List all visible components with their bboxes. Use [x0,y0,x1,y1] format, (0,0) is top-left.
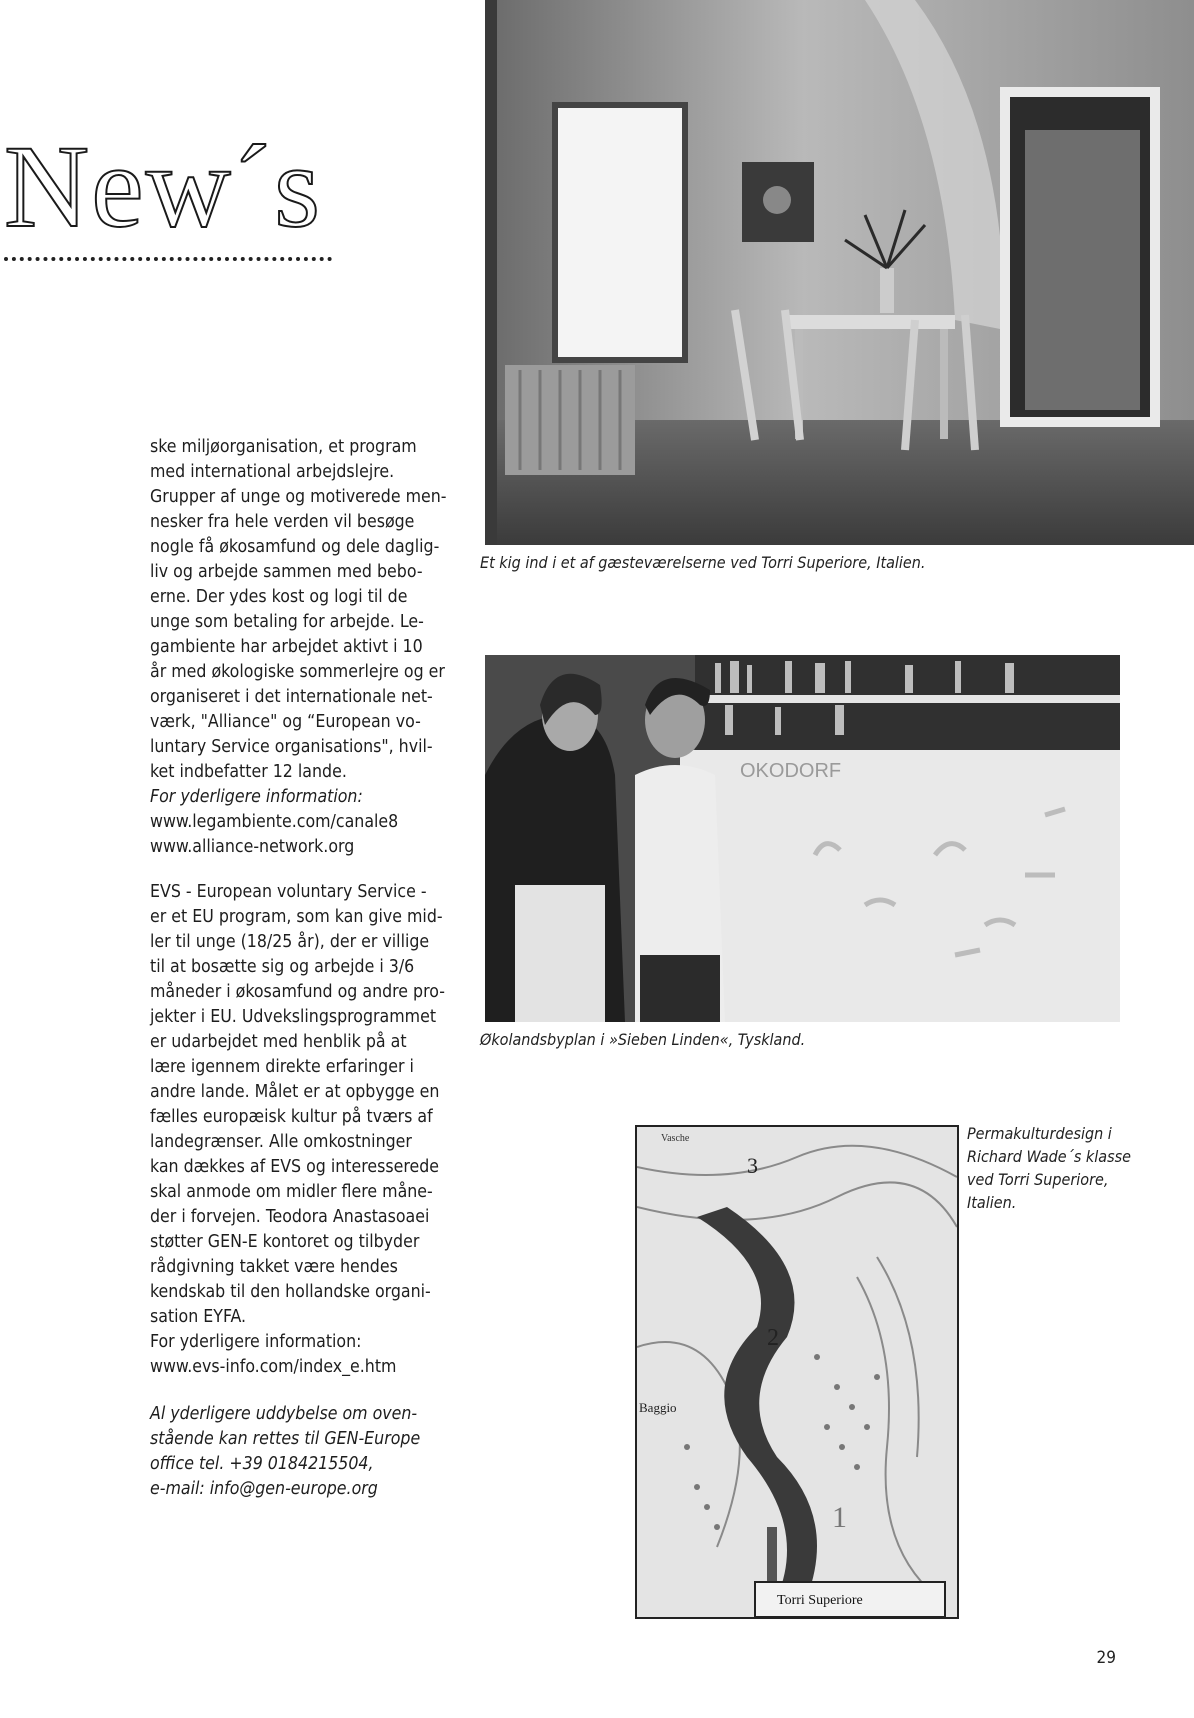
map-label-3: 3 [747,1153,758,1178]
map-label-2: 2 [767,1325,779,1351]
article-contact-note [150,1402,475,1502]
photo-permaculture-map [635,1125,959,1619]
text-line: liv og arbejde sammen med bebo- [150,562,423,582]
evs-link[interactable]: www.evs-info.com/index_e.htm [150,1357,397,1377]
text-line: der i forvejen. Teodora Anastasoaei [150,1207,430,1227]
text-line: måneder i økosamfund og andre pro- [150,982,445,1002]
text-line: unge som betaling for arbejde. Le- [150,612,424,632]
text-line: fælles europæisk kultur på tværs af [150,1107,433,1127]
text-line: andre lande. Målet er at opbygge en [150,1082,440,1102]
text-line: Al yderligere uddybelse om oven- [150,1404,418,1424]
map-photo-caption [967,1122,1167,1214]
text-line: ske miljøorganisation, et program [150,437,417,457]
map-image [637,1127,957,1617]
more-info-label: For yderligere information: [150,787,363,807]
text-line: sation EYFA. [150,1307,246,1327]
people-photo-caption: Økolandsbyplan i »Sieben Linden«, Tyskland. [480,1030,806,1049]
text-line: organiseret i det internationale net- [150,687,433,707]
text-line: erne. Der ydes kost og logi til de [150,587,408,607]
page-number: 29 [1096,1648,1116,1668]
text-line: støtter GEN-E kontoret og tilbyder [150,1232,420,1252]
text-line: skal anmode om midler flere måne- [150,1182,433,1202]
room-photo-caption: Et kig ind i et af gæsteværelserne ved Torri Superiore, Italien. [480,553,926,572]
text-line: stående kan rettes til GEN-Europe [150,1429,421,1449]
text-line: med international arbejdslejre. [150,462,395,482]
text-line: For yderligere information: [150,1332,362,1352]
text-line: luntary Service organisations", hvil- [150,737,433,757]
text-line: nogle få økosamfund og dele daglig- [150,537,440,557]
page-title: New´s [4,121,323,252]
caption-line: Italien. [967,1193,1017,1212]
text-line: landegrænser. Alle omkostninger [150,1132,412,1152]
caption-line: ved Torri Superiore, [967,1170,1109,1189]
map-label-baggio: Baggio [639,1400,677,1415]
caption-line: Permakulturdesign i [967,1124,1112,1143]
text-line: ler til unge (18/25 år), der er villige [150,932,430,952]
text-line: er et EU program, som kan give mid- [150,907,443,927]
article-paragraph-2 [150,880,475,1380]
text-line: EVS - European voluntary Service - [150,882,427,902]
text-line: kan dækkes af EVS og interesserede [150,1157,439,1177]
alliance-link[interactable]: www.alliance-network.org [150,837,355,857]
text-line: er udarbejdet med henblik på at [150,1032,407,1052]
board-label: OKODORF [740,760,842,782]
text-line: til at bosætte sig og arbejde i 3/6 [150,957,415,977]
text-line: jekter i EU. Udvekslingsprogrammet [150,1007,437,1027]
map-label-1: 1 [832,1501,847,1534]
text-line: gambiente har arbejdet aktivt i 10 [150,637,423,657]
map-label-vasche: Vasche [661,1133,690,1144]
legambiente-link[interactable]: www.legambiente.com/canale8 [150,812,399,832]
text-line: lære igennem direkte erfaringer i [150,1057,414,1077]
text-line: office tel. +39 0184215504, [150,1454,374,1474]
article-paragraph-1 [150,435,475,860]
map-label-torri: Torri Superiore [777,1593,863,1608]
text-line: Grupper af unge og motiverede men- [150,487,447,507]
photo-people-plan [485,655,1120,1022]
title-dotted-rule [4,257,332,261]
text-line: ket indbefatter 12 lande. [150,762,347,782]
text-line: kendskab til den hollandske organi- [150,1282,431,1302]
room-image [485,0,1194,545]
text-line: år med økologiske sommerlejre og er [150,662,445,682]
photo-guest-room [485,0,1194,545]
caption-line: Richard Wade´s klasse [967,1147,1131,1166]
email-line: e-mail: info@gen-europe.org [150,1479,378,1499]
text-line: værk, "Alliance" og “European vo- [150,712,421,732]
text-line: nesker fra hele verden vil besøge [150,512,415,532]
people-image [485,655,1120,1022]
text-line: rådgivning takket være hendes [150,1257,398,1277]
